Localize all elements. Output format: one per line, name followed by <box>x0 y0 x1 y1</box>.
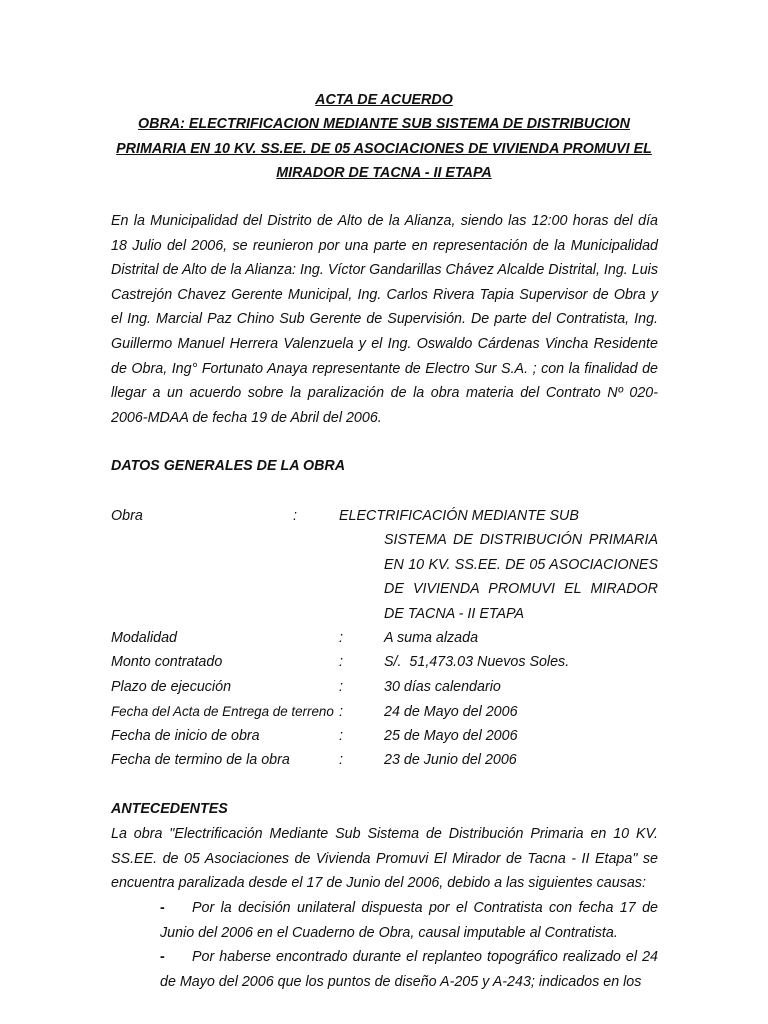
obra-value-line: SISTEMA DE DISTRIBUCIÓN PRIMARIA <box>384 532 658 548</box>
datos-generales-heading: DATOS GENERALES DE LA OBRA <box>111 458 346 474</box>
fecha-acta-row <box>111 700 658 724</box>
obra-value-continuation <box>384 528 658 626</box>
intro-paragraph: En la Municipalidad del Distrito de Alto de la Alianza, siendo las 12:00 horas del día 18 Julio del 2006, se reunieron por una parte en representación de la Municipalidad Distrital de Alto de la Alianza: Ing. Víctor Gandarillas Chávez Alcalde Distrital, Ing. Luis Castrejón Chavez Gerente Municipal, Ing. Carlos Rivera Tapia Supervisor de Obra y el Ing. Marcial Paz Chino Sub Gerente de Supervisión. De parte del Contratista, Ing. Guillermo Manuel Herrera Valenzuela y el Ing. Oswaldo Cárdenas Vincha Residente de Obra, Ing° Fortunato Anaya representante de Electro Sur S.A. ; con la finalidad de llegar a un acuerdo sobre la paralización de la obra materia del Contrato Nº 020-2006-MDAA de fecha 19 de Abril del 2006. <box>111 213 658 426</box>
obra-value-line: DE VIVIENDA PROMUVI EL MIRADOR <box>384 581 658 598</box>
field-value: 24 de Mayo del 2006 <box>384 704 518 720</box>
project-title-line-3: MIRADOR DE TACNA - II ETAPA <box>276 165 492 181</box>
field-colon: : <box>339 679 343 695</box>
field-label: Fecha del Acta de Entrega de terreno <box>111 704 334 719</box>
antecedente-item: Por la decisión unilateral dispuesta por el Contratista con fecha 17 de Junio del 2006 en el Cuaderno de Obra, causal imputable al Contratista. <box>160 900 658 941</box>
antecedente-item: Por haberse encontrado durante el replanteo topográfico realizado el 24 de Mayo del 2006 que los puntos de diseño A-205 y A-243; indicados en los <box>160 949 658 990</box>
bullet-marker: - <box>160 900 165 916</box>
field-label: Plazo de ejecución <box>111 679 232 695</box>
field-label: Fecha de termino de la obra <box>111 752 290 768</box>
antecedentes-paragraph: La obra "Electrificación Mediante Sub Sistema de Distribución Primaria en 10 KV. SS.EE. de 05 Asociaciones de Vivienda Promuvi El Mirador de Tacna - II Etapa" se encuentra paralizada desde el 17 de Junio del 2006, debido a las siguientes causas: <box>111 826 658 892</box>
obra-value-first-line: ELECTRIFICACIÓN MEDIANTE SUB <box>339 508 579 524</box>
field-value: 23 de Junio del 2006 <box>384 752 517 768</box>
field-colon: : <box>339 728 343 744</box>
antecedentes-heading: ANTECEDENTES <box>111 801 228 817</box>
modalidad-row <box>111 626 658 650</box>
field-label: Modalidad <box>111 630 177 646</box>
obra-value-line: DE TACNA - II ETAPA <box>384 605 525 622</box>
fecha-termino-row <box>111 748 658 772</box>
plazo-row <box>111 675 658 699</box>
field-value: 25 de Mayo del 2006 <box>384 728 518 744</box>
obra-value-line: EN 10 KV. SS.EE. DE 05 ASOCIACIONES <box>384 556 658 573</box>
field-label: Monto contratado <box>111 654 223 670</box>
fecha-inicio-row <box>111 724 658 748</box>
obra-colon: : <box>293 508 297 524</box>
bullet-marker: - <box>160 949 165 965</box>
field-colon: : <box>339 630 343 646</box>
field-colon: : <box>339 752 343 768</box>
field-value: 30 días calendario <box>384 679 501 695</box>
field-label: Fecha de inicio de obra <box>111 728 260 744</box>
project-title-line-1: OBRA: ELECTRIFICACION MEDIANTE SUB SISTEMA DE DISTRIBUCION <box>138 116 630 132</box>
field-colon: : <box>339 654 343 670</box>
project-title-line-2: PRIMARIA EN 10 KV. SS.EE. DE 05 ASOCIACIONES DE VIVIENDA PROMUVI EL <box>116 141 652 157</box>
field-value: S/. 51,473.03 Nuevos Soles. <box>384 654 570 670</box>
field-colon: : <box>339 704 343 720</box>
obra-label: Obra <box>111 508 143 524</box>
field-value: A suma alzada <box>384 630 479 646</box>
monto-row <box>111 650 658 674</box>
document-title: ACTA DE ACUERDO <box>315 92 453 108</box>
